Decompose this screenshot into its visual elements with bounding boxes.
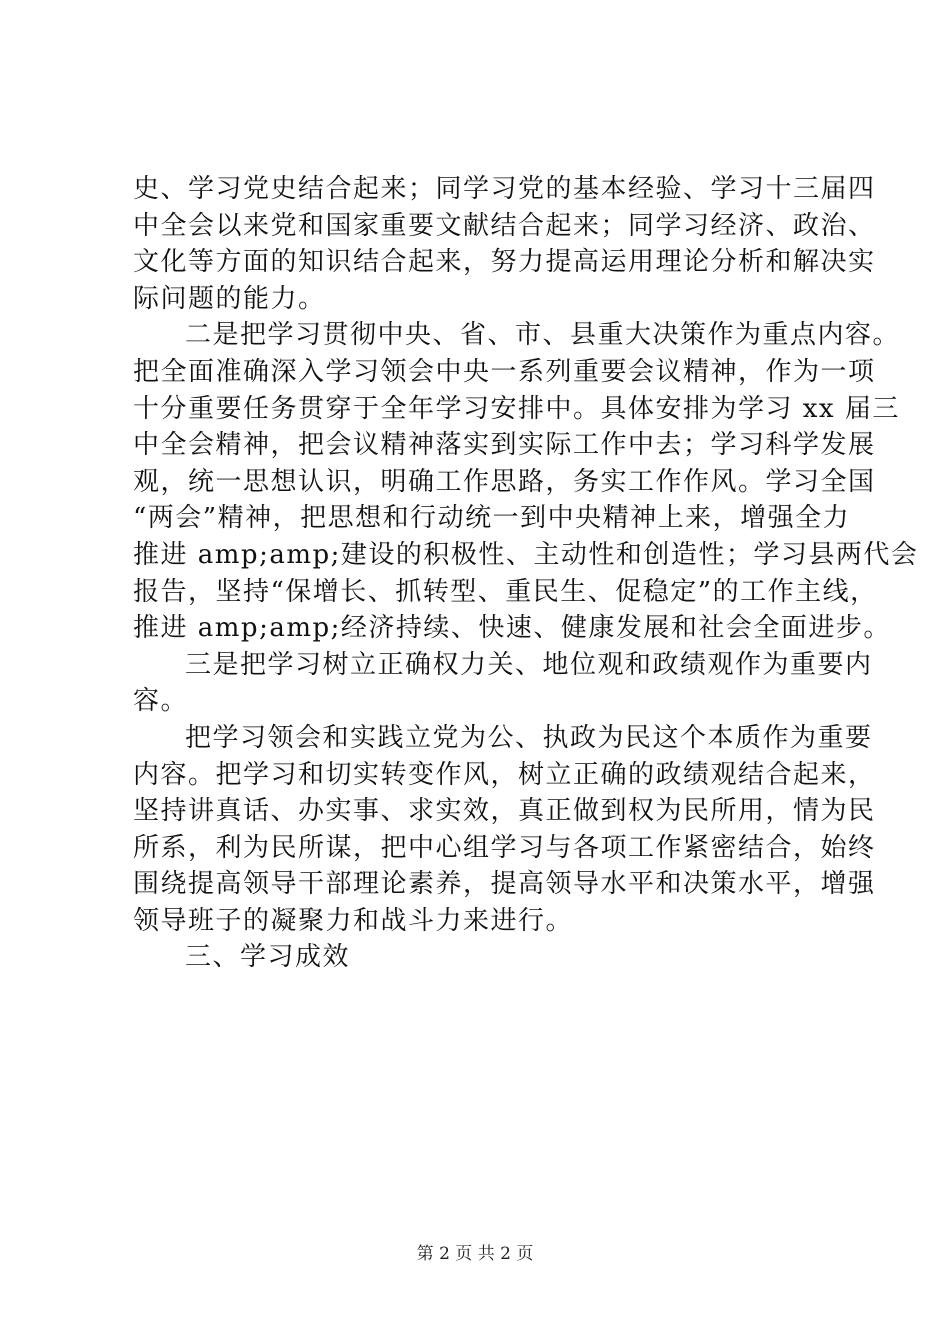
- text-line: 坚持讲真话、办实事、求实效，真正做到权为民所用，情为民: [133, 796, 876, 827]
- text-line: 把全面准确深入学习领会中央一系列重要会议精神，作为一项: [133, 356, 876, 387]
- text-line: 容。: [133, 686, 189, 717]
- text-line: 围绕提高领导干部理论素养，提高领导水平和决策水平，增强: [133, 869, 876, 900]
- text-line: 推进 amp;amp;经济持续、快速、健康发展和社会全面进步。: [133, 613, 891, 644]
- document-body: [133, 171, 919, 976]
- section-heading: 三、学习成效: [185, 942, 351, 973]
- text-line: 中全会以来党和国家重要文献结合起来；同学习经济、政治、: [133, 210, 876, 241]
- paragraph-start-line: 二是把学习贯彻中央、省、市、县重大决策作为重点内容。: [185, 320, 901, 351]
- text-line: 中全会精神，把会议精神落实到实际工作中去；学习科学发展: [133, 430, 876, 461]
- text-line: 推进 amp;amp;建设的积极性、主动性和创造性；学习县两代会: [133, 539, 919, 570]
- text-line: 领导班子的凝聚力和战斗力来进行。: [133, 905, 574, 936]
- text-line: 所系，利为民所谋，把中心组学习与各项工作紧密结合，始终: [133, 832, 876, 863]
- text-line: 报告，坚持“保增长、抓转型、重民生、促稳定”的工作主线，: [133, 576, 878, 607]
- page-number-footer: 第 2 页 共 2 页: [416, 1244, 534, 1264]
- text-line: 内容。把学习和切实转变作风，树立正确的政绩观结合起来，: [133, 759, 876, 790]
- text-line: 史、学习党史结合起来；同学习党的基本经验、学习十三届四: [133, 174, 876, 204]
- text-line: 观，统一思想认识，明确工作思路，务实工作作风。学习全国: [133, 466, 876, 497]
- text-line: 际问题的能力。: [133, 283, 326, 314]
- paragraph-start-line: 三是把学习树立正确权力关、地位观和政绩观作为重要内: [185, 649, 873, 680]
- text-line: 十分重要任务贯穿于全年学习安排中。具体安排为学习 xx 届三: [133, 393, 900, 424]
- paragraph-start-line: 把学习领会和实践立党为公、执政为民这个本质作为重要: [185, 722, 873, 753]
- text-line: “两会”精神，把思想和行动统一到中央精神上来，增强全力: [133, 503, 851, 534]
- text-line: 文化等方面的知识结合起来，努力提高运用理论分析和解决实: [133, 247, 876, 278]
